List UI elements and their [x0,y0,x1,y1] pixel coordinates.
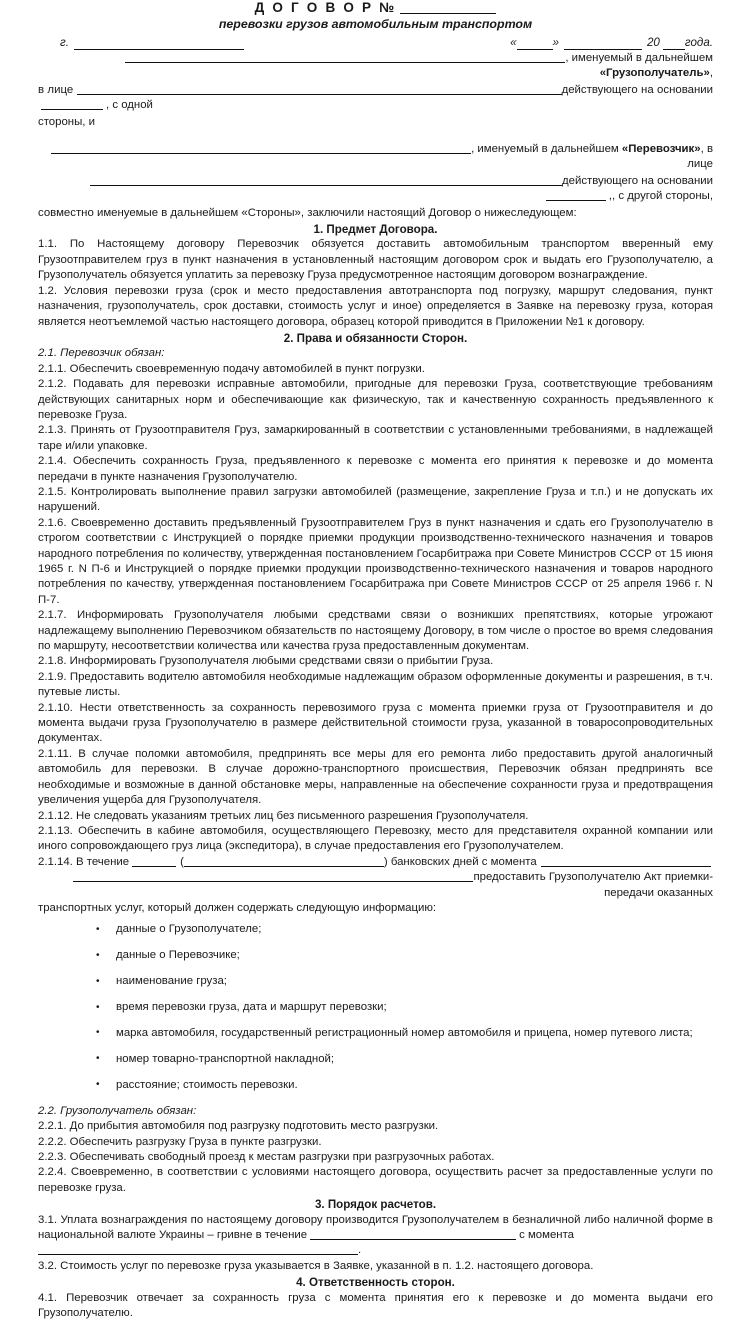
one-side-text: , с одной [106,99,153,112]
moment-blank-2[interactable] [73,881,473,882]
clause-2-1-11: 2.1.11. В случае поломки автомобиля, предпринять все меры для его ремонта либо предоставить другой аналогичный автомобиль для перевозки. В случае дорожно-транспортного происшествия, Перевозчик обязан предпринять все необходимые и возможные в данной обстановке меры, направленные на обеспечение сохранности груза и предотвращения увеличения ущерба для Грузополучателя. [38,747,713,807]
year-blank[interactable] [663,49,685,50]
date-quote-close: » [552,36,559,49]
clause-2-2 [38,1104,713,1119]
section-2-heading: 2. Права и обязанности Сторон. [283,331,468,345]
clause-3-1-end: . [358,1244,362,1257]
day-blank[interactable] [517,49,553,50]
consignee-term: «Грузополучатель» [599,67,710,80]
document-title [38,0,713,15]
closing-statement: совместно именуемые в дальнейшем «Стороны», заключили настоящий Договор о нижеследующем: [38,206,577,219]
city-blank[interactable] [74,49,244,50]
acting-basis-label-2: действующего на основании [562,174,713,187]
document-title-text: Д О Г О В О Р № [254,0,397,15]
clause-2-1-14-line-1: 2.1.14. В течение ( ) банковских дней с момента [38,855,713,870]
list-item: • марка автомобиля, государственный регистрационный номер автомобиля и прицепа, номер путевого листа; [38,1026,713,1041]
carrier-representative-row [38,174,713,205]
clause-2-1-14-mid: ) банковских дней с момента [383,855,537,868]
clause-2-1-14-prefix: 2.1.14. В течение [38,855,130,868]
clause-2-1-9: 2.1.9. Предоставить водителю автомобиля необходимые надлежащим образом оформленные документы и разрешения, в т.ч. путевые листы. [38,670,713,699]
section-4-heading: 4. Ответственность сторон. [296,1276,455,1290]
carrier-term: «Перевозчик» [621,143,701,156]
clause-2-1-4: 2.1.4. Обеспечить сохранность Груза, предъявленного к перевозке с момента его принятия к перевозке и до момента передачи в пункте назначения Грузополучателю. [38,455,713,483]
clause-3-1-suffix: с момента [519,1228,575,1241]
clause-2-2-1: 2.2.1. До прибытия автомобиля под разгрузку подготовить место разгрузки. [38,1120,439,1133]
clause-2-2-3: 2.2.3. Обеспечивать свободный проезд к местам разгрузки при разгрузочных работах. [38,1150,495,1163]
list-item: • наименование груза; [38,974,713,989]
clause-2-1-5: 2.1.5. Контролировать выполнение правил загрузки автомобилей (размещение, закрепление Груза и т.п.) и не допускать их нарушений. [38,485,713,514]
term-words-blank[interactable] [184,866,384,867]
term-days-blank[interactable] [132,866,176,867]
act-contents-list [38,922,713,1093]
carrier-representative-blank[interactable] [90,185,562,186]
acting-basis-label: действующего на основании [561,83,713,96]
clause-2-1-12: 2.1.12. Не следовать указаниям третьих лиц без письменного разрешения Грузополучателя. [38,809,529,822]
section-3-heading: 3. Порядок расчетов. [314,1198,437,1212]
clause-2-1-2: 2.1.2. Подавать для перевозки исправные автомобили, пригодные для перевозки Груза, соответствующие требованиям действующих санитарных норм и обеспечивающие как физическую, так и качественную сохранность предъявленного к перевозке Груза. [38,378,713,421]
clause-2-1-14-line-3: транспортных услуг, который должен содержать следующую информацию: [38,901,437,914]
year-suffix: года. [684,36,713,49]
other-side-text: ,, с другой стороны, [608,190,713,203]
carrier-suffix: , именуемый в дальнейшем [471,143,619,156]
consignee-side-cont: стороны, и [38,115,95,128]
consignee-representative-row [38,83,713,114]
clause-1-2: 1.2. Условия перевозки груза (срок и место предоставления автотранспорта под погрузку, маршрут следования, пункт назначения, грузополучатель, срок доставки, стоимость услуг и иное) определяется в Заявке на перевозку груза, которая является неотъемлемой частью настоящего договора, образец которой приводится в Приложении №1 к договору. [38,284,713,328]
payment-moment-blank[interactable] [38,1254,358,1255]
clause-2-1-10: 2.1.10. Нести ответственность за сохранность перевозимого груза с момента приемки груза от Грузоотправителя и до момента выдачи груза Грузополучателю в размере действительной стоимости груза, указанной в товаросопроводительных документах. [38,701,713,745]
carrier-name-row [38,142,713,173]
consignee-name-row [38,51,713,82]
contract-number-blank[interactable] [400,13,496,14]
date-quote-open: « [510,36,517,49]
list-item: • время перевозки груза, дата и маршрут перевозки; [38,1000,713,1015]
clause-2-2-2: 2.2.2. Обеспечить разгрузку Груза в пункте разгрузки. [38,1135,322,1148]
list-item: • расстояние; стоимость перевозки. [38,1078,713,1093]
in-person-label: в лице [38,83,74,96]
section-1-heading: 1. Предмет Договора. [313,223,438,237]
year-prefix: 20 [646,36,660,49]
clause-3-1-line-2 [38,1243,713,1258]
consignee-suffix: , именуемый в дальнейшем [565,52,713,64]
clause-3-2: 3.2. Стоимость услуг по перевозке груза указывается в Заявке, указанной в п. 1.2. настоящего договора. [38,1259,594,1272]
document-subtitle: перевозки грузов автомобильным транспортом [218,17,533,31]
clause-2-1-14-cont: предоставить Грузополучателю Акт приемки-передачи оказанных [473,871,713,899]
clause-2-1-8: 2.1.8. Информировать Грузополучателя любыми средствами связи о прибытии Груза. [38,655,494,668]
consignee-name-blank[interactable] [125,62,565,63]
clause-3-1 [38,1213,713,1244]
payment-term-blank[interactable] [310,1239,516,1240]
clause-2-2-text: 2.2. Грузополучатель обязан: [38,1104,197,1117]
carrier-basis-blank[interactable] [546,200,606,201]
clause-2-1-7: 2.1.7. Информировать Грузополучателя любыми средствами связи о возникших препятствиях, которые угрожают надлежащему выполнению Перевозчиком обязательств по настоящему Договору, в том числе о простое во время следования по маршруту, несоответствии количества или качества груза предоставленным документам. [38,609,713,653]
list-item: • номер товарно-транспортной накладной; [38,1052,713,1067]
clause-2-2-4: 2.2.4. Своевременно, в соответствии с условиями настоящего договора, осуществить расчет за предоставленные услуги по перевозке груза. [38,1166,713,1194]
clause-1-1: 1.1. По Настоящему договору Перевозчик обязуется доставить автомобильным транспортом вверенный ему Грузоотправителем груз в пункт назначения в установленный настоящим договором срок и выдать его Грузополучателю, а Грузополучатель обязуется уплатить за перевозку Груза предусмотренное настоящим договором вознаграждение. [38,238,713,282]
clause-3-1-text: 3.1. Уплата вознаграждения по настоящему договору производится Грузополучателем в безналичной либо наличной форме в национальной валюте Украины – гривне в течение [38,1213,713,1241]
clause-2-1: 2.1. Перевозчик обязан: [38,347,165,360]
city-label: г. [60,36,69,49]
consignee-tail: , [709,67,713,80]
carrier-tail: , в лице [687,143,713,171]
clause-2-1-13: 2.1.13. Обеспечить в кабине автомобиля, осуществляющего Перевозку, место для представителя охранной компании или иного сопровождающего груз лица (экспедитора), в случае предоставления его Грузополучателем. [38,824,713,853]
consignee-basis-blank[interactable] [41,109,103,110]
clause-4-1: 4.1. Перевозчик отвечает за сохранность груза с момента принятия его к перевозке и до момента выдачи его Грузополучателю. [38,1291,713,1319]
consignee-representative-blank[interactable] [77,94,562,95]
list-item: • данные о Перевозчике; [38,948,713,963]
clause-2-1-1: 2.1.1. Обеспечить своевременную подачу автомобилей в пункт погрузки. [38,362,425,375]
carrier-name-blank[interactable] [51,153,471,154]
clause-2-1-6: 2.1.6. Своевременно доставить предъявленный Грузоотправителем Груз в пункт назначения и сдать его Грузополучателю в строгом соответствии с Инструкцией о порядке приемки продукции производственно-технического назначения и товаров народного потребления по количеству, утвержденная постановлением Госарбитража при Совете Министров СССР от 15 июня 1965 г. N П-6 и Инструкцией о порядке приемки продукции производственно-технического назначения и товаров народного потребления по качеству, утвержденная постановлением Госарбитража при Совете Министров СССР от 25 апреля 1966 г. N П-7. [38,516,713,606]
moment-blank-1[interactable] [541,866,711,867]
clause-2-1-3: 2.1.3. Принять от Грузоотправителя Груз, замаркированный в соответствии с установленными требованиями, в надлежащей таре и/или упаковке. [38,424,713,452]
month-blank[interactable] [564,49,642,50]
clause-2-1-14-line-2 [38,870,713,901]
city-date-row [38,35,713,50]
list-item: • данные о Грузополучателе; [38,922,713,937]
